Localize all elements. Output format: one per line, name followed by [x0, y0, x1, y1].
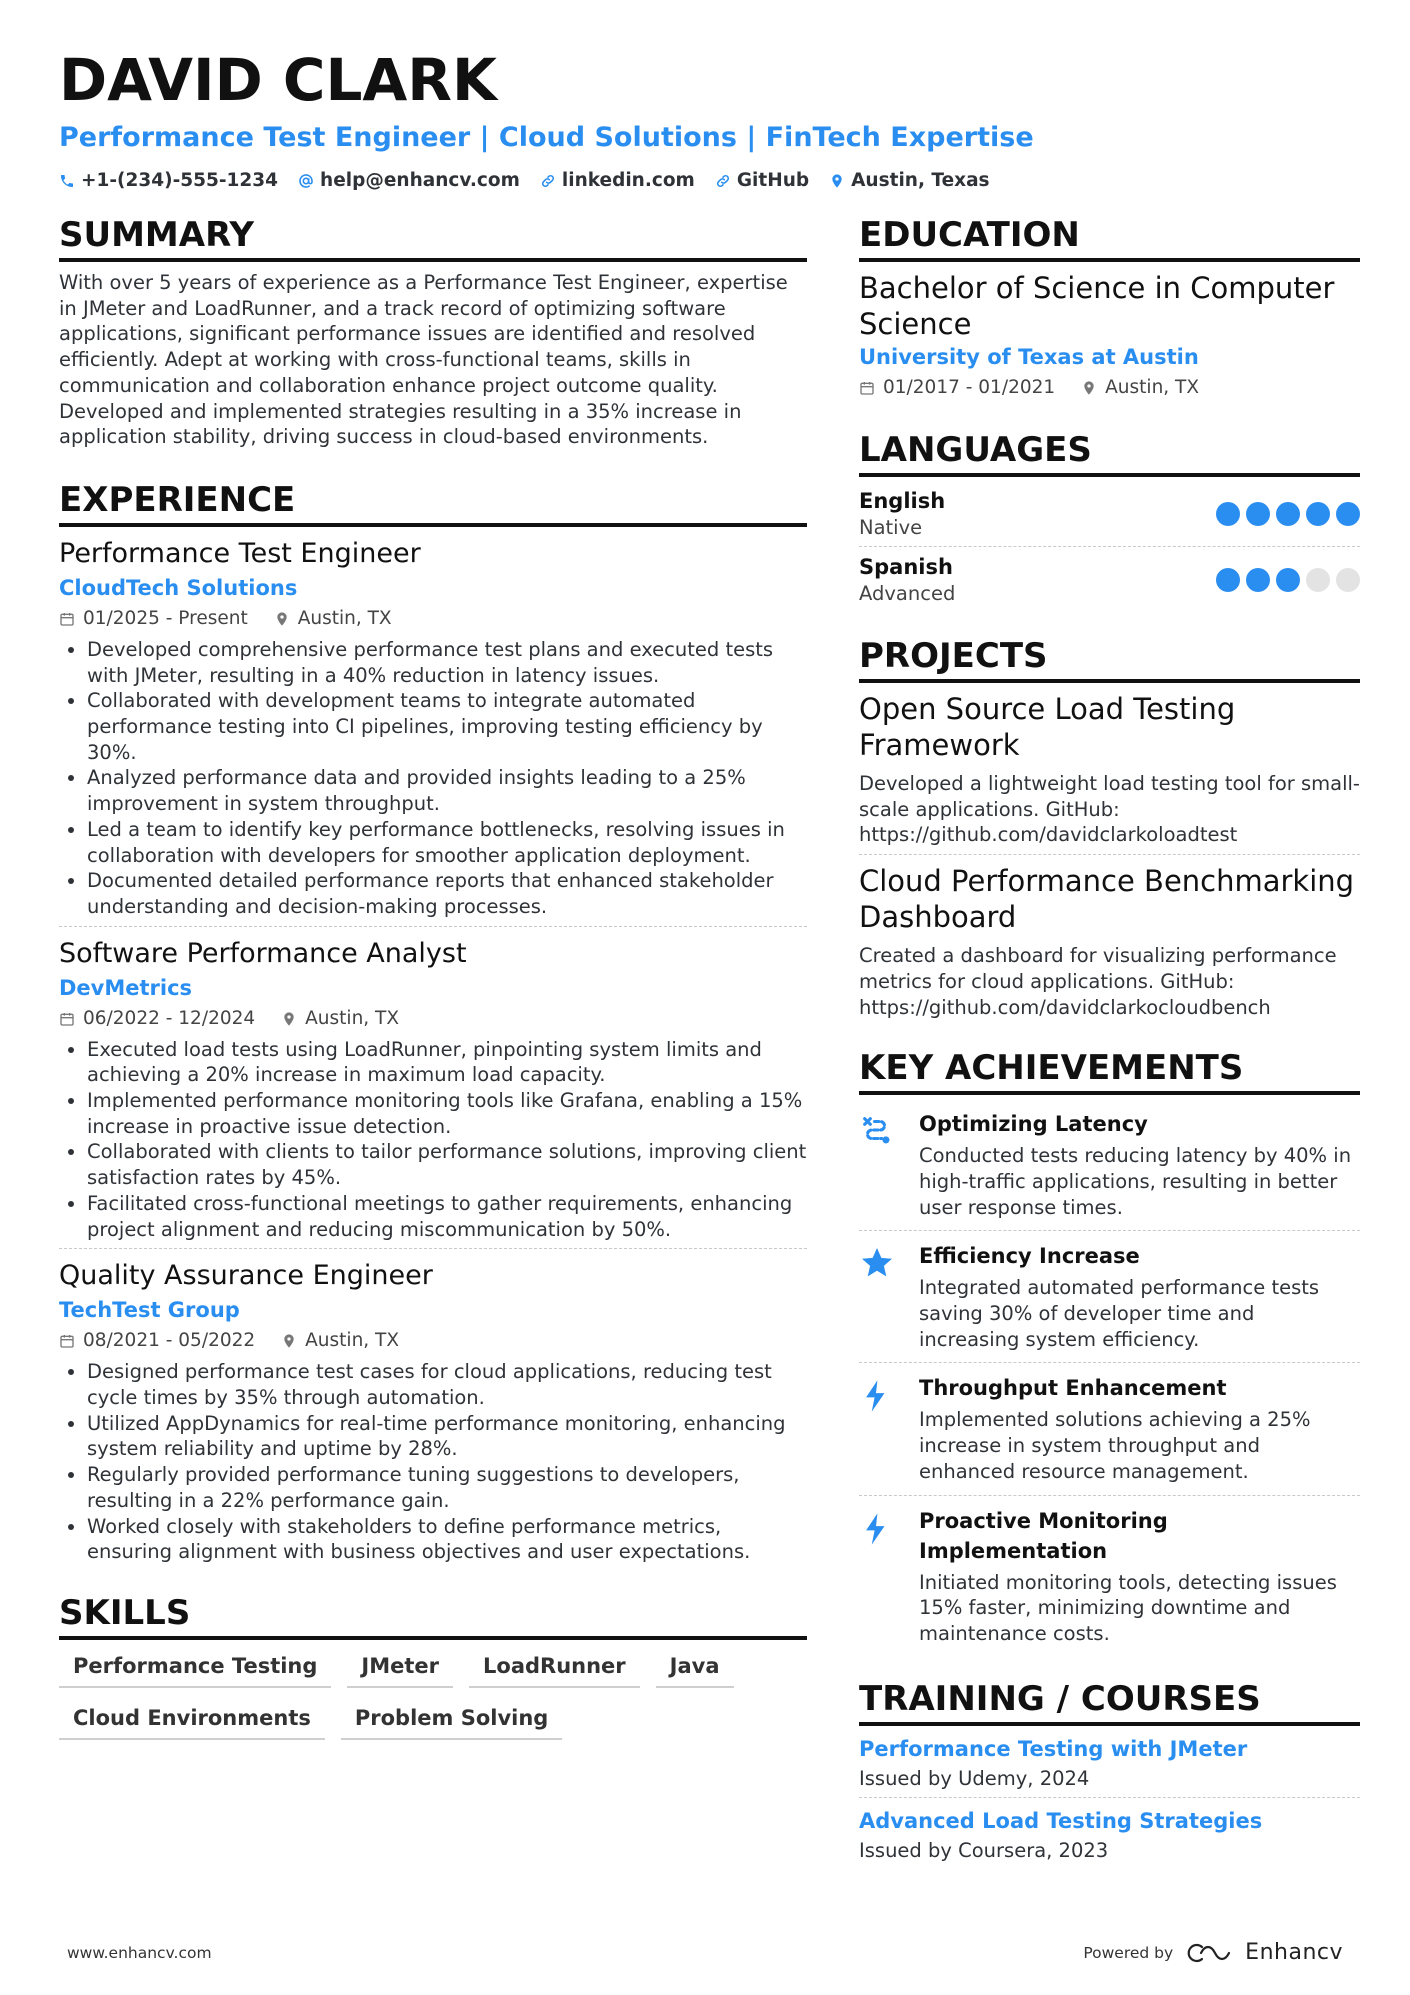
skill-tag: LoadRunner: [469, 1648, 640, 1688]
job-location: [281, 1005, 399, 1033]
achievement-entry: [859, 1103, 1360, 1228]
language-name: Spanish: [859, 555, 953, 579]
job-dates: [59, 605, 248, 633]
job-bullet: • Executed load tests using LoadRunner, pinpointing system limits and achieving a 20% increase in maximum load capacity.: [87, 1037, 807, 1088]
contact-location: [829, 170, 989, 191]
entry-divider: [859, 1230, 1360, 1231]
skills-list: [59, 1648, 807, 1740]
course-issuer: Issued by Coursera, 2023: [859, 1839, 1109, 1863]
job-title: Quality Assurance Engineer: [59, 1260, 433, 1292]
projects-heading: PROJECTS: [859, 634, 1360, 683]
project-entry: [859, 863, 1360, 1020]
course-entry: [859, 1734, 1360, 1792]
achievement-title: Proactive Monitoring Implementation: [919, 1508, 1168, 1563]
rating-dot: [1246, 568, 1270, 592]
job-bullets: [59, 1037, 807, 1243]
rating-dot: [1216, 502, 1240, 526]
right-column: [859, 213, 1360, 1864]
education-section: [859, 213, 1360, 402]
company-name: CloudTech Solutions: [59, 575, 298, 600]
candidate-name: DAVID CLARK: [59, 46, 497, 114]
job-bullet: • Implemented performance monitoring tools like Grafana, enabling a 15% increase in proactive issue detection.: [87, 1088, 807, 1139]
contact-github-text: GitHub: [736, 170, 810, 191]
job-bullet: • Analyzed performance data and provided insights leading to a 25% improvement in system throughput.: [87, 765, 807, 816]
location-pin-icon: [829, 173, 845, 189]
location-pin-icon: [281, 1011, 297, 1027]
summary-section: [59, 213, 807, 450]
achievement-description: Integrated automated performance tests saving 30% of developer time and increasing system efficiency.: [919, 1276, 1320, 1351]
experience-section: [59, 478, 807, 1565]
job-location-text: Austin, TX: [305, 1007, 400, 1029]
entry-divider: [859, 1495, 1360, 1496]
job-dates: [59, 1327, 255, 1355]
link-icon: [715, 173, 731, 189]
job-dates-text: 01/2025 - Present: [83, 607, 248, 629]
job-bullet: • Developed comprehensive performance test plans and executed tests with JMeter, resulting in a 40% reduction in latency issues.: [87, 637, 807, 688]
at-icon: [298, 173, 314, 189]
project-title: Cloud Performance Benchmarking Dashboard: [859, 864, 1355, 935]
project-entry: [859, 691, 1360, 848]
course-issuer: Issued by Udemy, 2024: [859, 1766, 1090, 1790]
entry-divider: [859, 1362, 1360, 1363]
education-location-text: Austin, TX: [1105, 377, 1200, 398]
entry-divider: [859, 854, 1360, 855]
contact-location-text: Austin, Texas: [851, 170, 990, 191]
skills-heading: SKILLS: [59, 1591, 807, 1640]
phone-icon: [59, 173, 75, 189]
language-name: English: [859, 489, 946, 513]
skills-section: [59, 1591, 807, 1740]
rating-dot: [1336, 502, 1360, 526]
achievement-description: Implemented solutions achieving a 25% increase in system throughput and enhanced resource management.: [919, 1408, 1311, 1483]
achievement-title: Throughput Enhancement: [919, 1376, 1227, 1401]
job-bullets: [59, 637, 807, 920]
course-entry: [859, 1806, 1360, 1864]
job-meta: [59, 1327, 807, 1355]
language-entry: [859, 547, 1360, 612]
job-bullet: • Worked closely with stakeholders to define performance metrics, ensuring alignment with business objectives and user expectations.: [87, 1514, 807, 1565]
achievement-entry: [859, 1235, 1360, 1360]
job-location-text: Austin, TX: [297, 607, 392, 629]
footer-brand: [1083, 1940, 1343, 1965]
calendar-icon: [859, 380, 875, 396]
calendar-icon: [59, 1011, 75, 1027]
project-description: Developed a lightweight load testing tool for small-scale applications. GitHub: https://github.com/davidclarkoloadtest: [859, 772, 1360, 847]
summary-heading: SUMMARY: [59, 213, 807, 262]
project-description: Created a dashboard for visualizing performance metrics for cloud applications. GitHub: https://github.com/davidclarkocloudbench: [859, 944, 1337, 1019]
experience-heading: EXPERIENCE: [59, 478, 807, 527]
job-bullets: [59, 1359, 807, 1565]
rating-dot: [1306, 502, 1330, 526]
rating-dot: [1216, 568, 1240, 592]
skill-tag: Cloud Environments: [59, 1700, 325, 1740]
page-footer: [67, 1940, 1343, 1965]
education-meta: [859, 374, 1360, 402]
left-column: [59, 213, 807, 1740]
location-pin-icon: [274, 611, 290, 627]
skill-tag: Java: [656, 1648, 734, 1688]
education-dates-text: 01/2017 - 01/2021: [883, 377, 1056, 398]
rating-dot: [1276, 502, 1300, 526]
job-title: Performance Test Engineer: [59, 537, 421, 569]
route-icon: [859, 1109, 901, 1220]
training-section: [859, 1677, 1360, 1864]
course-title: Advanced Load Testing Strategies: [859, 1809, 1263, 1834]
powered-by-label: Powered by: [1083, 1943, 1174, 1962]
contact-email-text: help@enhancv.com: [320, 170, 520, 191]
star-icon: [859, 1241, 901, 1352]
brand-name: Enhancv: [1245, 1940, 1343, 1965]
achievement-title: Efficiency Increase: [919, 1244, 1140, 1269]
rating-dot: [1336, 568, 1360, 592]
candidate-headline: Performance Test Engineer | Cloud Solutions | FinTech Expertise: [59, 122, 1034, 153]
language-rating: [1216, 568, 1360, 592]
education-heading: EDUCATION: [859, 213, 1360, 262]
education-dates: [859, 374, 1055, 402]
job-bullet: • Collaborated with development teams to integrate automated performance testing into CI pipelines, improving testing efficiency by 30%.: [87, 688, 807, 765]
achievement-description: Conducted tests reducing latency by 40% in high-traffic applications, resulting in better user response times.: [919, 1144, 1352, 1219]
experience-entry: [59, 1257, 807, 1565]
job-bullet: • Documented detailed performance reports that enhanced stakeholder understanding and decision-making processes.: [87, 868, 807, 919]
achievement-title: Optimizing Latency: [919, 1112, 1148, 1137]
contact-phone-text: +1-(234)-555-1234: [81, 170, 279, 191]
languages-heading: LANGUAGES: [859, 428, 1360, 477]
rating-dot: [1276, 568, 1300, 592]
training-heading: TRAINING / COURSES: [859, 1677, 1360, 1726]
skill-tag: Performance Testing: [59, 1648, 331, 1688]
rating-dot: [1306, 568, 1330, 592]
job-meta: [59, 605, 807, 633]
degree-title: Bachelor of Science in Computer Science: [859, 271, 1335, 341]
projects-section: [859, 634, 1360, 1020]
contact-linkedin-text: linkedin.com: [561, 170, 695, 191]
resume-header: [59, 44, 1351, 191]
language-level: Native: [859, 516, 923, 539]
calendar-icon: [59, 1333, 75, 1349]
job-bullet: • Led a team to identify key performance bottlenecks, resolving issues in collaboration with developers for smoother application deployment.: [87, 817, 807, 868]
achievements-section: [859, 1046, 1360, 1654]
contact-linkedin[interactable]: [540, 170, 695, 191]
location-pin-icon: [1081, 380, 1097, 396]
language-level: Advanced: [859, 582, 956, 605]
job-dates: [59, 1005, 255, 1033]
bolt-icon: [859, 1506, 901, 1647]
company-name: DevMetrics: [59, 975, 193, 1000]
bolt-icon: [859, 1373, 901, 1484]
job-dates-text: 06/2022 - 12/2024: [83, 1007, 256, 1029]
school-name: University of Texas at Austin: [859, 345, 1199, 369]
experience-entry: [59, 535, 807, 920]
job-title: Software Performance Analyst: [59, 937, 467, 969]
achievements-heading: KEY ACHIEVEMENTS: [859, 1046, 1360, 1095]
language-rating: [1216, 502, 1360, 526]
skill-tag: Problem Solving: [341, 1700, 562, 1740]
education-location: [1081, 374, 1199, 402]
entry-divider: [59, 1248, 807, 1249]
job-location-text: Austin, TX: [305, 1330, 400, 1352]
job-bullet: • Facilitated cross-functional meetings to gather requirements, enhancing project alignment and reducing miscommunication by 50%.: [87, 1191, 807, 1242]
course-title: Performance Testing with JMeter: [859, 1736, 1248, 1761]
entry-divider: [859, 1797, 1360, 1798]
entry-divider: [59, 926, 807, 927]
achievement-entry: [859, 1367, 1360, 1492]
calendar-icon: [59, 611, 75, 627]
job-bullet: • Collaborated with clients to tailor performance solutions, improving client satisfaction rates by 45%.: [87, 1139, 807, 1190]
achievement-entry: [859, 1500, 1360, 1655]
language-entry: [859, 485, 1360, 547]
summary-text: With over 5 years of experience as a Performance Test Engineer, expertise in JMeter and LoadRunner, and a track record of optimizing software applications, significant performance issues are identified and resolved efficiently. Adept at working with cross-functional teams, skills in communication and collaboration enhance project outcome quality. Developed and implemented strategies resulting in a 35% increase in application stability, driving success in cloud-based environments.: [59, 271, 788, 449]
location-pin-icon: [281, 1333, 297, 1349]
languages-section: [859, 428, 1360, 612]
enhancv-logo-icon: [1187, 1942, 1231, 1964]
job-location: [281, 1327, 399, 1355]
job-dates-text: 08/2021 - 05/2022: [83, 1330, 256, 1352]
job-location: [274, 605, 392, 633]
job-bullet: • Regularly provided performance tuning suggestions to developers, resulting in a 22% performance gain.: [87, 1462, 807, 1513]
achievement-description: Initiated monitoring tools, detecting issues 15% faster, minimizing downtime and maintenance costs.: [919, 1570, 1337, 1645]
job-bullet: • Designed performance test cases for cloud applications, reducing test cycle times by 35% through automation.: [87, 1359, 807, 1410]
job-bullet: • Utilized AppDynamics for real-time performance monitoring, enhancing system reliability and uptime by 28%.: [87, 1411, 807, 1462]
contact-bar: [59, 170, 1351, 191]
skill-tag: JMeter: [347, 1648, 453, 1688]
project-title: Open Source Load Testing Framework: [859, 692, 1236, 762]
contact-github[interactable]: [715, 170, 809, 191]
link-icon: [540, 173, 556, 189]
contact-email[interactable]: [298, 170, 520, 191]
footer-website[interactable]: www.enhancv.com: [67, 1943, 212, 1962]
contact-phone[interactable]: [59, 170, 278, 191]
experience-entry: [59, 935, 807, 1243]
rating-dot: [1246, 502, 1270, 526]
job-meta: [59, 1005, 807, 1033]
company-name: TechTest Group: [59, 1298, 240, 1323]
